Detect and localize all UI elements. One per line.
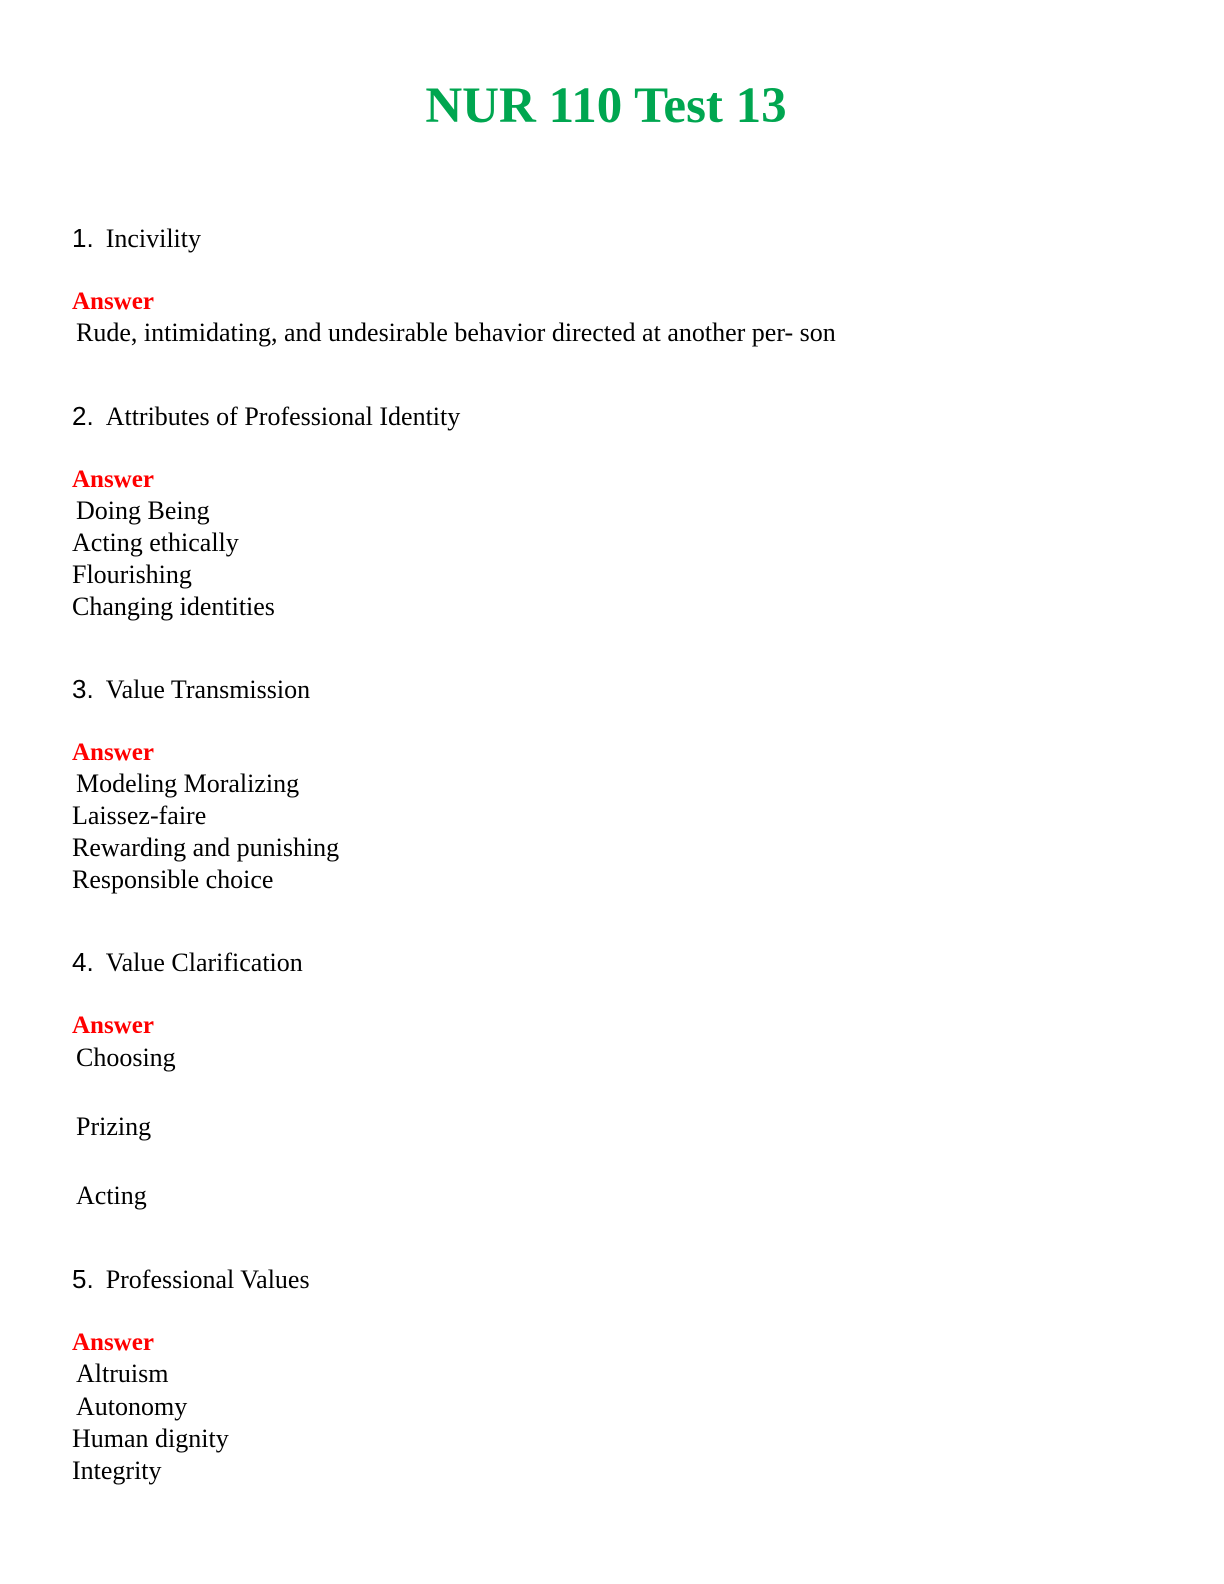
answer-label: Answer — [72, 1012, 154, 1039]
question-number: 1. — [72, 223, 94, 253]
question-number: 3. — [72, 674, 94, 704]
answer-line: Acting ethically — [72, 528, 239, 557]
answer-line: Autonomy — [76, 1392, 188, 1421]
answer-line: Responsible choice — [72, 865, 274, 894]
answer-line: Choosing — [76, 1043, 176, 1072]
page-title: NUR 110 Test 13 — [425, 78, 787, 134]
answer-line: Laissez-faire — [72, 801, 207, 830]
question-term: Attributes of Professional Identity — [105, 402, 461, 431]
question-number: 5. — [72, 1264, 94, 1294]
question-number: 2. — [72, 401, 94, 431]
answer-line: Rude, intimidating, and undesirable behavior directed at another per- son — [76, 318, 836, 347]
question-number: 4. — [72, 947, 94, 977]
answer-label: Answer — [72, 288, 154, 315]
answer-line: Modeling Moralizing — [76, 769, 300, 798]
question-term: Professional Values — [105, 1265, 310, 1294]
question-4 — [72, 946, 303, 978]
question-2 — [72, 400, 460, 432]
answer-line: Doing Being — [76, 496, 210, 525]
answer-line: Changing identities — [72, 592, 275, 621]
question-term: Incivility — [105, 224, 202, 253]
question-3 — [72, 673, 310, 705]
answer-line: Integrity — [72, 1456, 162, 1485]
answer-line: Prizing — [76, 1112, 152, 1141]
question-term: Value Clarification — [105, 948, 303, 977]
answer-label: Answer — [72, 466, 154, 493]
answer-line: Altruism — [76, 1359, 169, 1388]
answer-line: Rewarding and punishing — [72, 833, 340, 862]
answer-line: Flourishing — [72, 560, 192, 589]
question-1 — [72, 222, 201, 254]
answer-label: Answer — [72, 739, 154, 766]
answer-line: Human dignity — [72, 1424, 229, 1453]
answer-label: Answer — [72, 1329, 154, 1356]
question-5 — [72, 1263, 310, 1295]
question-term: Value Transmission — [105, 675, 311, 704]
answer-line: Acting — [76, 1181, 147, 1210]
